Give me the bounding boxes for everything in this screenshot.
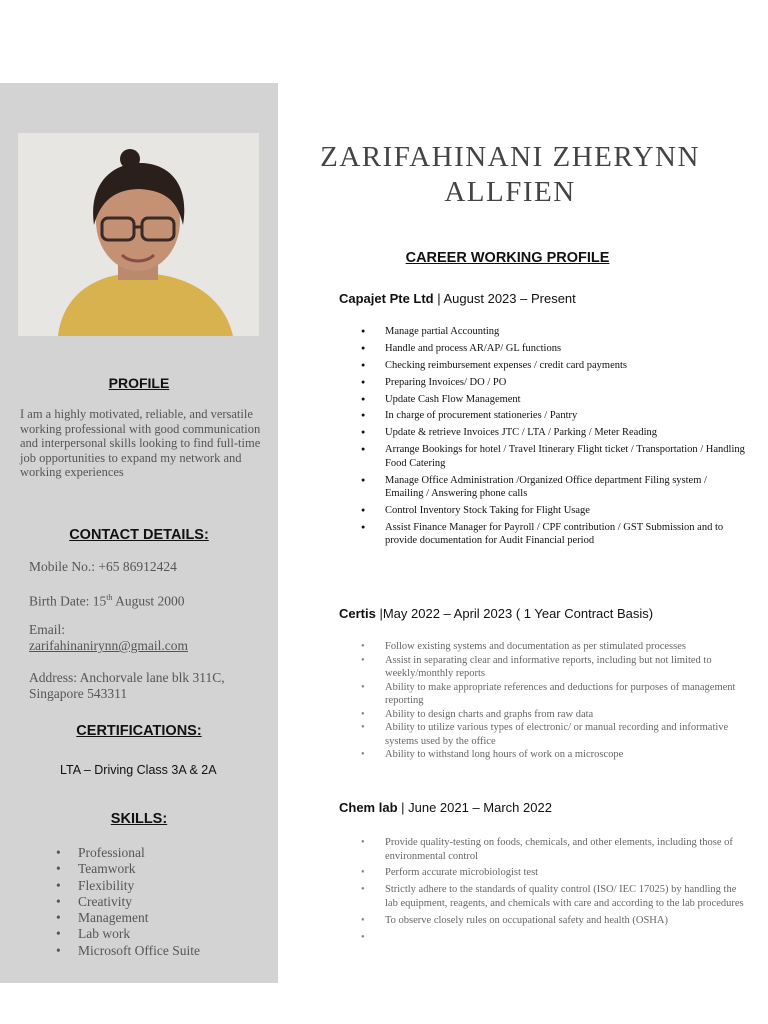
skills-heading: SKILLS: <box>110 811 168 827</box>
skill-item: • Flexibility <box>56 878 200 894</box>
skill-item: • Microsoft Office Suite <box>56 943 200 959</box>
birth-date-ordinal: th <box>106 593 113 602</box>
job-title-certis <box>339 606 653 621</box>
job-period: |May 2022 – April 2023 ( 1 Year Contract Basis) <box>375 606 654 621</box>
email-label: Email: <box>29 622 65 637</box>
duty-item: ● Perform accurate microbiologist test <box>385 866 745 880</box>
duty-item: ● Update Cash Flow Management <box>385 393 745 407</box>
skills-list <box>56 845 200 959</box>
duty-item: ● Control Inventory Stock Taking for Flight Usage <box>385 504 745 518</box>
duty-item: ● Provide quality-testing on foods, chemicals, and other elements, including those of environmental control <box>385 836 745 863</box>
email-link[interactable]: zarifahinanirynn@gmail.com <box>29 638 189 653</box>
duty-item: ● Checking reimbursement expenses / credit card payments <box>385 359 745 373</box>
job-period: | June 2021 – March 2022 <box>397 800 552 815</box>
duty-item: ● Arrange Bookings for hotel / Travel Itinerary Flight ticket / Transportation / Handling Food Catering <box>385 443 745 470</box>
skill-item: • Creativity <box>56 894 200 910</box>
company-name: Chem lab <box>339 800 398 815</box>
company-name: Capajet Pte Ltd <box>339 291 434 306</box>
career-heading: CAREER WORKING PROFILE <box>405 250 610 266</box>
skill-item: • Lab work <box>56 926 200 942</box>
duty-item: ● Assist in separating clear and informative reports, including but not limited to weekly/monthly reports <box>385 654 745 681</box>
duty-item: ● Follow existing systems and documentation as per stimulated processes <box>385 640 745 654</box>
profile-summary: I am a highly motivated, reliable, and versatile working professional with good communication and interpersonal skills looking to find full-time job opportunities to expand my network and working experiences <box>20 407 261 479</box>
candidate-name: ZARIFAHINANI ZHERYNN ALLFIEN <box>320 141 700 208</box>
duty-item: ● Ability to make appropriate references and deductions for purposes of management reporting <box>385 681 745 708</box>
job-title-chemlab <box>339 800 552 815</box>
job-title-capajet <box>339 291 576 306</box>
duty-item: ● Assist Finance Manager for Payroll / CPF contribution / GST Submission and to provide documentation for Audit Financial period <box>385 521 745 548</box>
duty-item: ● Handle and process AR/AP/ GL functions <box>385 342 745 356</box>
duty-item: ● Update & retrieve Invoices JTC / LTA / Parking / Meter Reading <box>385 426 745 440</box>
duties-list-chemlab <box>385 836 745 947</box>
duty-item: ● Manage partial Accounting <box>385 325 745 339</box>
sidebar <box>0 83 278 983</box>
job-period: | August 2023 – Present <box>433 291 576 306</box>
duty-item: ● To observe closely rules on occupational safety and health (OSHA) <box>385 914 745 928</box>
profile-photo-image <box>18 133 259 336</box>
skill-item: • Management <box>56 910 200 926</box>
skill-item: • Professional <box>56 845 200 861</box>
profile-photo <box>18 133 259 336</box>
mobile-number: Mobile No.: +65 86912424 <box>29 559 177 574</box>
contact-heading: CONTACT DETAILS: <box>69 527 209 543</box>
duty-item: ● Strictly adhere to the standards of quality control (ISO/ IEC 17025) by handling the lab equipment, reagents, and chemicals with care and according to the lab procedures <box>385 883 745 910</box>
duty-item: ● Manage Office Administration /Organized Office department Filing system / Emailing / Answering phone calls <box>385 474 745 501</box>
address: Address: Anchorvale lane blk 311C, Singapore 543311 <box>29 670 225 701</box>
birth-date-prefix: Birth Date: 15 <box>29 593 107 609</box>
duties-list-capajet <box>385 325 745 551</box>
birth-date <box>29 590 274 610</box>
duty-item: ● Preparing Invoices/ DO / PO <box>385 376 745 390</box>
skill-item: • Teamwork <box>56 861 200 877</box>
certification-item: LTA – Driving Class 3A & 2A <box>60 763 217 777</box>
duty-item: ● In charge of procurement stationeries / Pantry <box>385 409 745 423</box>
profile-heading: PROFILE <box>108 375 170 391</box>
duty-item: ● Ability to withstand long hours of work on a microscope <box>385 748 745 762</box>
duties-list-certis <box>385 640 745 762</box>
duty-item: ● Ability to utilize various types of electronic/ or manual recording and informative systems used by the office <box>385 721 745 748</box>
company-name: Certis <box>339 606 376 621</box>
duty-item: ● Ability to design charts and graphs from raw data <box>385 708 745 722</box>
birth-date-suffix: August 2000 <box>112 593 185 609</box>
duty-item <box>385 931 745 944</box>
certifications-heading: CERTIFICATIONS: <box>76 723 202 739</box>
